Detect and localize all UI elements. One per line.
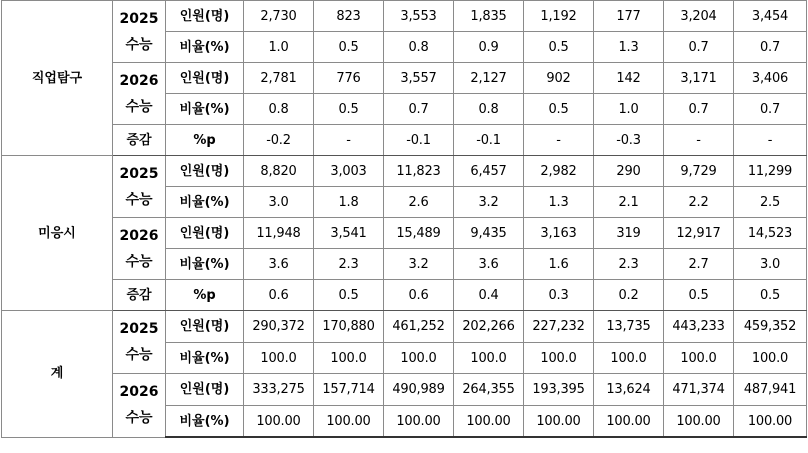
value-cell: 11,823	[384, 156, 454, 187]
exam-year-label: 2025 수능	[113, 156, 166, 218]
value-cell: 776	[314, 63, 384, 94]
exam-year-label: 2026 수능	[113, 218, 166, 280]
value-cell: 193,395	[524, 374, 594, 406]
table-body	[2, 1, 807, 438]
value-cell: 0.5	[314, 32, 384, 63]
value-cell: 170,880	[314, 311, 384, 343]
value-cell: 3,003	[314, 156, 384, 187]
value-cell: 1.3	[524, 187, 594, 218]
value-cell: 12,917	[664, 218, 734, 249]
category-label: 미응시	[2, 156, 113, 311]
value-cell: 3.2	[454, 187, 524, 218]
value-cell: 11,299	[734, 156, 807, 187]
value-cell: 1.3	[594, 32, 664, 63]
value-cell: -	[524, 125, 594, 156]
value-cell: 290,372	[244, 311, 314, 343]
value-cell: 490,989	[384, 374, 454, 406]
value-cell: 333,275	[244, 374, 314, 406]
value-cell: 1,835	[454, 1, 524, 32]
change-label: 증감	[113, 280, 166, 311]
metric-label: 비율(%)	[166, 32, 244, 63]
value-cell: 1.0	[594, 94, 664, 125]
value-cell: 177	[594, 1, 664, 32]
exam-year-label: 2025 수능	[113, 1, 166, 63]
value-cell: 3.6	[454, 249, 524, 280]
category-label: 계	[2, 311, 113, 438]
value-cell: 0.3	[524, 280, 594, 311]
value-cell: 3,204	[664, 1, 734, 32]
value-cell: 471,374	[664, 374, 734, 406]
value-cell: 0.5	[524, 32, 594, 63]
metric-label: 인원(명)	[166, 311, 244, 343]
value-cell: 902	[524, 63, 594, 94]
value-cell: 290	[594, 156, 664, 187]
value-cell: -	[664, 125, 734, 156]
value-cell: 0.5	[524, 94, 594, 125]
metric-label: 인원(명)	[166, 63, 244, 94]
value-cell: 100.0	[384, 343, 454, 374]
value-cell: 443,233	[664, 311, 734, 343]
value-cell: 0.7	[664, 94, 734, 125]
value-cell: 3,454	[734, 1, 807, 32]
value-cell: 3,406	[734, 63, 807, 94]
value-cell: 9,729	[664, 156, 734, 187]
value-cell: 0.5	[664, 280, 734, 311]
value-cell: 0.9	[454, 32, 524, 63]
metric-label: 인원(명)	[166, 1, 244, 32]
value-cell: 459,352	[734, 311, 807, 343]
metric-label: %p	[166, 125, 244, 156]
value-cell: -	[314, 125, 384, 156]
value-cell: 823	[314, 1, 384, 32]
value-cell: 100.00	[314, 406, 384, 438]
value-cell: 2,982	[524, 156, 594, 187]
value-cell: 3,557	[384, 63, 454, 94]
value-cell: 264,355	[454, 374, 524, 406]
value-cell: 3,553	[384, 1, 454, 32]
value-cell: 202,266	[454, 311, 524, 343]
value-cell: 0.4	[454, 280, 524, 311]
metric-label: 비율(%)	[166, 343, 244, 374]
value-cell: 1.6	[524, 249, 594, 280]
table-row	[2, 280, 807, 311]
table-row	[2, 374, 807, 406]
value-cell: -0.1	[384, 125, 454, 156]
metric-label: 인원(명)	[166, 374, 244, 406]
value-cell: 487,941	[734, 374, 807, 406]
value-cell: 0.6	[244, 280, 314, 311]
value-cell: 1.0	[244, 32, 314, 63]
value-cell: 0.8	[384, 32, 454, 63]
statistics-table	[1, 0, 807, 438]
value-cell: 142	[594, 63, 664, 94]
value-cell: 0.7	[734, 94, 807, 125]
value-cell: 100.0	[454, 343, 524, 374]
value-cell: 9,435	[454, 218, 524, 249]
value-cell: 2,127	[454, 63, 524, 94]
table-row	[2, 156, 807, 187]
value-cell: 0.8	[454, 94, 524, 125]
table-row	[2, 125, 807, 156]
change-label: 증감	[113, 125, 166, 156]
value-cell: 6,457	[454, 156, 524, 187]
value-cell: 227,232	[524, 311, 594, 343]
metric-label: 인원(명)	[166, 156, 244, 187]
value-cell: 15,489	[384, 218, 454, 249]
value-cell: 100.00	[524, 406, 594, 438]
metric-label: 비율(%)	[166, 249, 244, 280]
value-cell: 100.00	[384, 406, 454, 438]
value-cell: -0.2	[244, 125, 314, 156]
value-cell: 2.3	[594, 249, 664, 280]
category-label: 직업탐구	[2, 1, 113, 156]
value-cell: 0.2	[594, 280, 664, 311]
value-cell: 3.2	[384, 249, 454, 280]
value-cell: 100.00	[664, 406, 734, 438]
value-cell: 0.5	[314, 280, 384, 311]
value-cell: 100.00	[454, 406, 524, 438]
value-cell: 0.7	[384, 94, 454, 125]
value-cell: 2,781	[244, 63, 314, 94]
value-cell: 157,714	[314, 374, 384, 406]
value-cell: 2.5	[734, 187, 807, 218]
metric-label: %p	[166, 280, 244, 311]
value-cell: 100.0	[314, 343, 384, 374]
exam-year-label: 2026 수능	[113, 63, 166, 125]
table-row	[2, 1, 807, 32]
value-cell: -	[734, 125, 807, 156]
value-cell: 1,192	[524, 1, 594, 32]
exam-year-label: 2026 수능	[113, 374, 166, 438]
value-cell: 2.1	[594, 187, 664, 218]
table-row	[2, 311, 807, 343]
value-cell: 461,252	[384, 311, 454, 343]
value-cell: 11,948	[244, 218, 314, 249]
value-cell: 0.6	[384, 280, 454, 311]
value-cell: 100.00	[594, 406, 664, 438]
value-cell: 100.0	[594, 343, 664, 374]
value-cell: 3,541	[314, 218, 384, 249]
value-cell: 14,523	[734, 218, 807, 249]
value-cell: 1.8	[314, 187, 384, 218]
value-cell: 0.7	[734, 32, 807, 63]
value-cell: 2.7	[664, 249, 734, 280]
exam-year-label: 2025 수능	[113, 311, 166, 374]
value-cell: 100.0	[734, 343, 807, 374]
value-cell: 0.5	[734, 280, 807, 311]
value-cell: 100.0	[664, 343, 734, 374]
value-cell: 319	[594, 218, 664, 249]
metric-label: 비율(%)	[166, 406, 244, 438]
value-cell: -0.3	[594, 125, 664, 156]
value-cell: 13,735	[594, 311, 664, 343]
value-cell: 100.0	[244, 343, 314, 374]
value-cell: 100.0	[524, 343, 594, 374]
value-cell: 3.0	[734, 249, 807, 280]
value-cell: 0.8	[244, 94, 314, 125]
value-cell: 100.00	[734, 406, 807, 438]
metric-label: 비율(%)	[166, 187, 244, 218]
metric-label: 인원(명)	[166, 218, 244, 249]
value-cell: 3.6	[244, 249, 314, 280]
value-cell: 3,163	[524, 218, 594, 249]
value-cell: 2.3	[314, 249, 384, 280]
value-cell: 13,624	[594, 374, 664, 406]
value-cell: 0.7	[664, 32, 734, 63]
value-cell: 100.00	[244, 406, 314, 438]
value-cell: 8,820	[244, 156, 314, 187]
value-cell: 2.2	[664, 187, 734, 218]
value-cell: 2.6	[384, 187, 454, 218]
value-cell: 3,171	[664, 63, 734, 94]
table-row	[2, 218, 807, 249]
metric-label: 비율(%)	[166, 94, 244, 125]
table-row	[2, 63, 807, 94]
value-cell: -0.1	[454, 125, 524, 156]
value-cell: 2,730	[244, 1, 314, 32]
value-cell: 0.5	[314, 94, 384, 125]
value-cell: 3.0	[244, 187, 314, 218]
